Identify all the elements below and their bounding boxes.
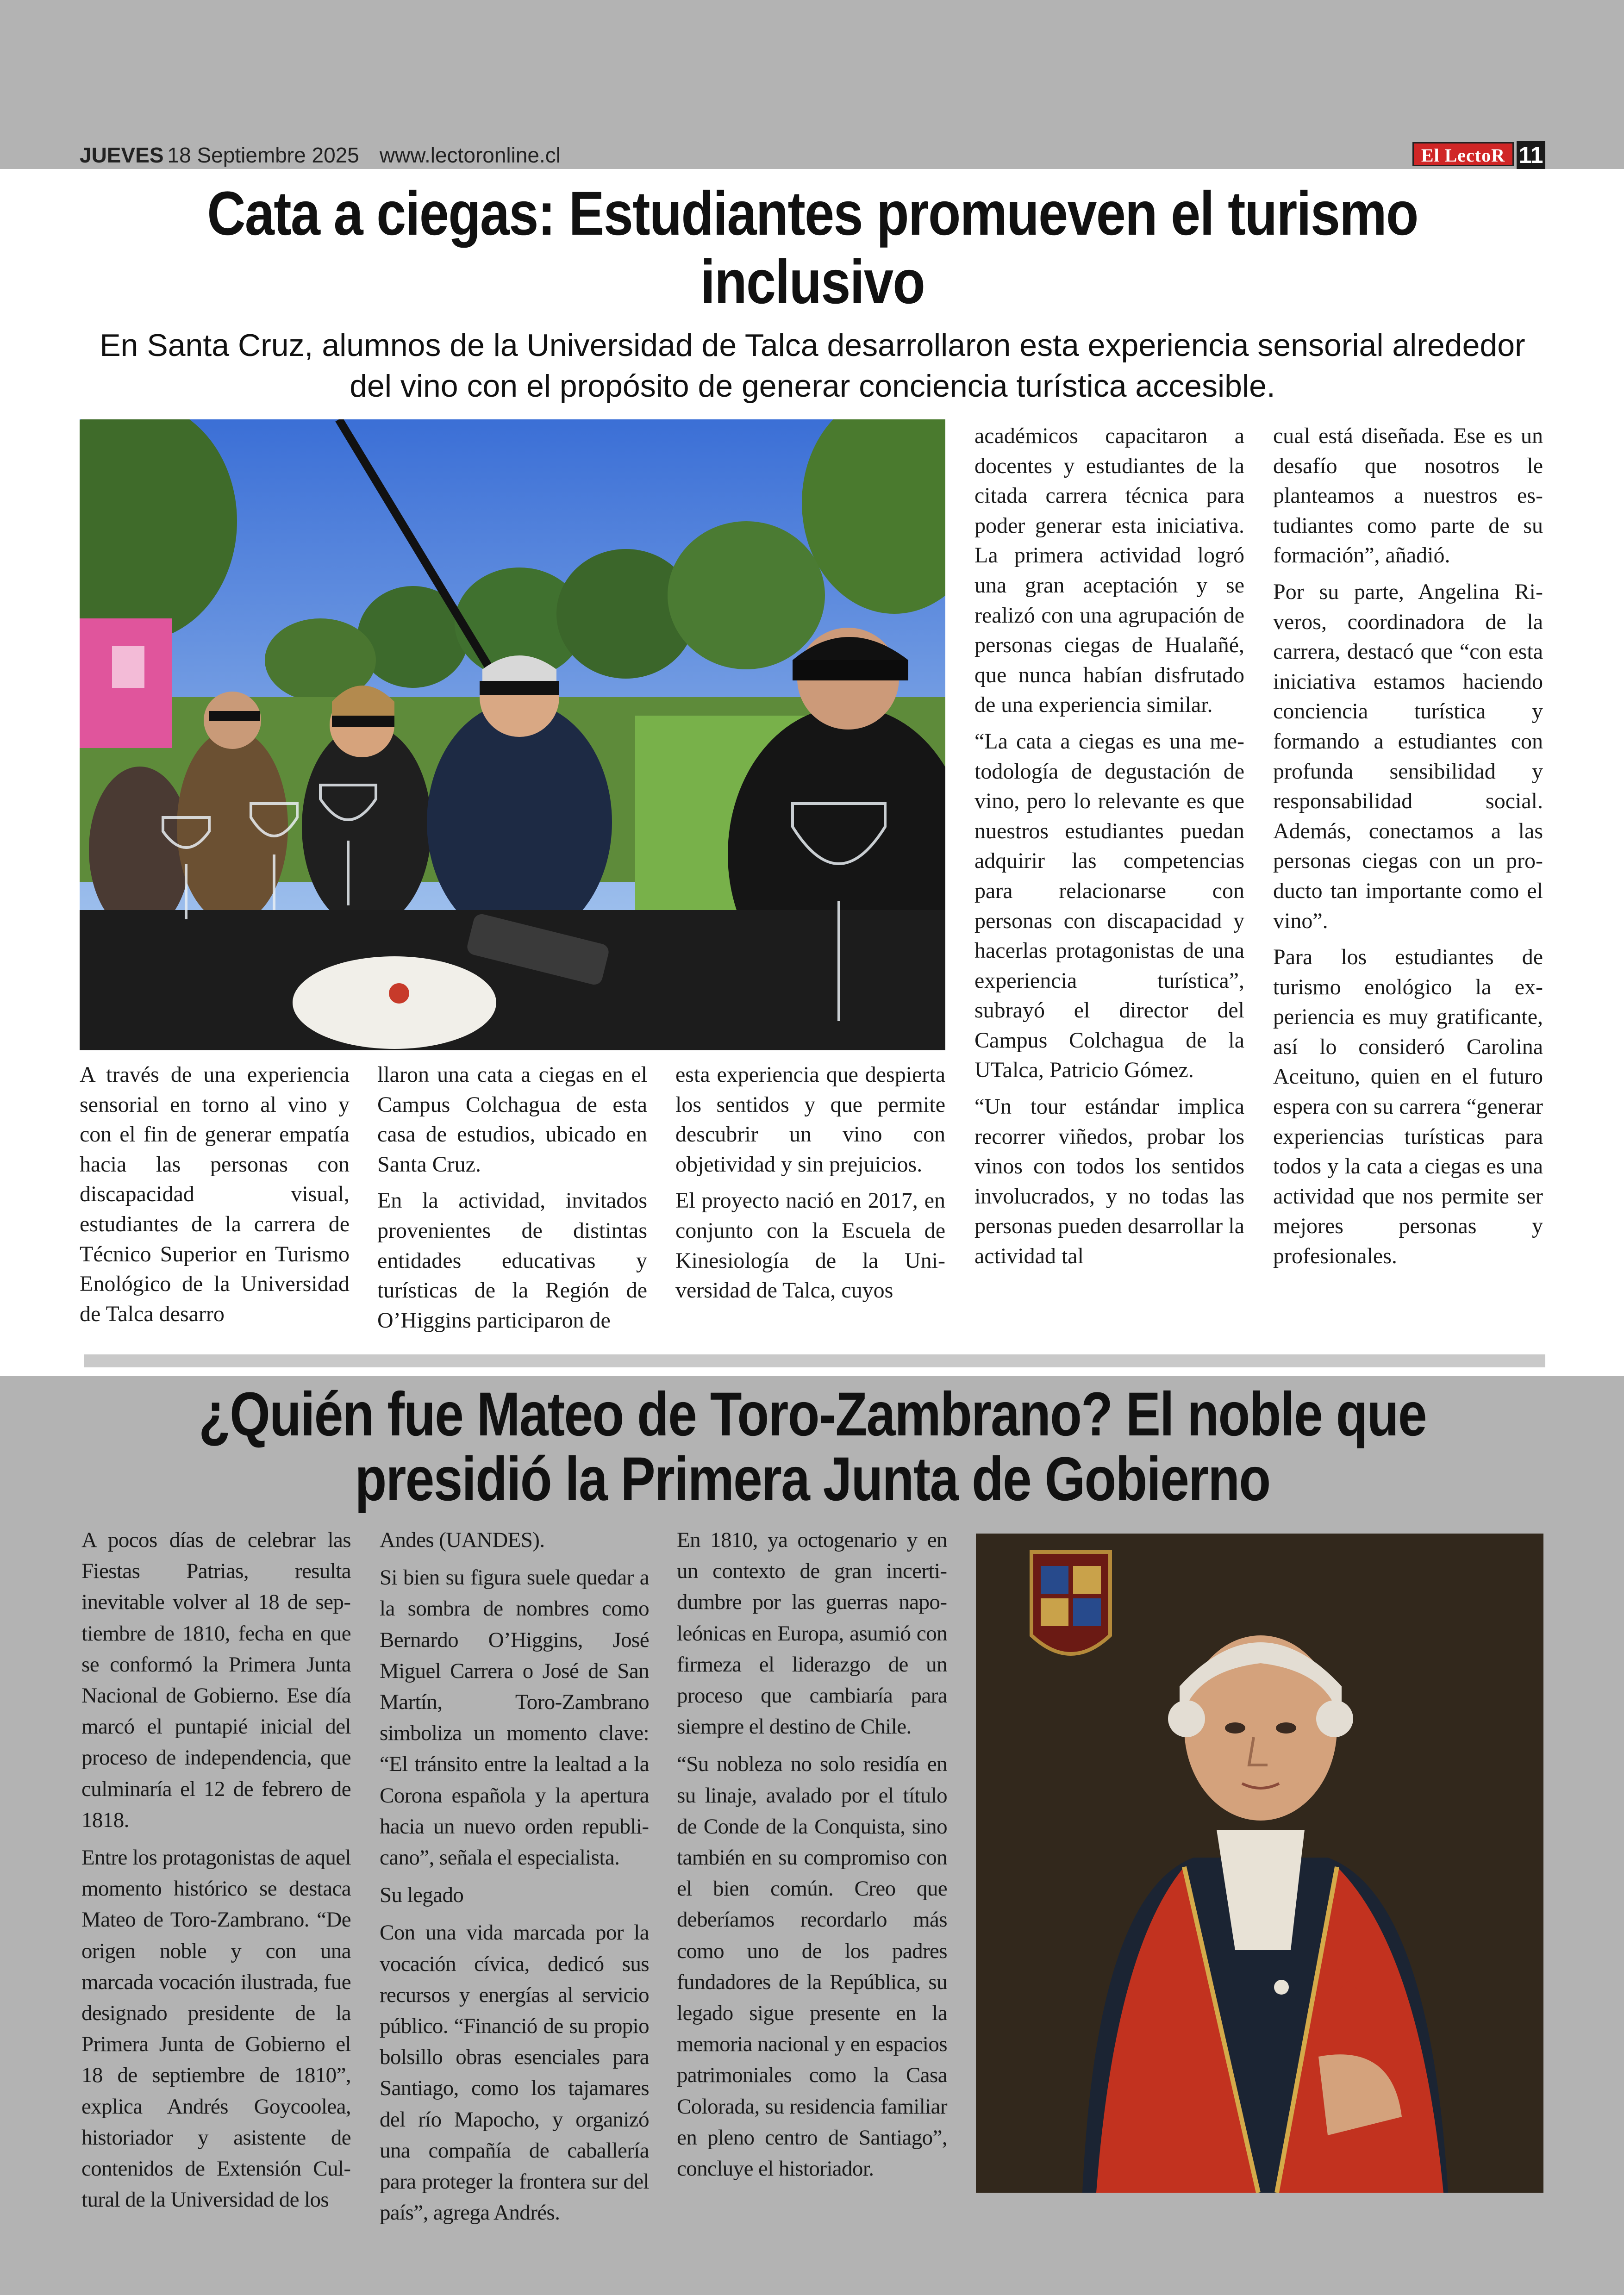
portrait-painting — [976, 1534, 1543, 2193]
paragraph: “La cata a ciegas es una metodología de degustación de vino, pero lo relevante es que nuestros estudiantes puedan adquirir las competencias para relacionarse con personas con discapacidad y hacerlas protagonistas de una experiencia turística”, subrayó el director del Campus Colchagua de la UTalca, Patricio Gómez. — [974, 729, 1244, 1083]
page-number: 11 — [1517, 141, 1545, 169]
header-date: 18 Septiembre 2025 — [167, 143, 359, 167]
paragraph: llaron una cata a ciegas en el Campus Colchagua de esta casa de estudios, ubicado en Santa Cruz. — [377, 1062, 647, 1177]
article2-column-3 — [677, 1525, 947, 2191]
article1-column-1 — [80, 1060, 350, 1335]
paragraph: El proyecto nació en 2017, en conjunto con la Escuela de Kinesiología de la Universidad de Talca, cuyos — [675, 1188, 945, 1303]
paragraph: esta experiencia que despierta los sentidos y que permite descubrir un vino con objetividad y sin prejuicios. — [675, 1062, 945, 1177]
paragraph: cual está diseñada. Ese es un desafío que nosotros le planteamos a nuestros estudiantes como parte de su formación”, añadió. — [1273, 424, 1543, 568]
paragraph: En 1810, ya octogenario y en un contexto de gran incertidumbre por las guerras napoleónicas en Europa, asumió con firmeza el liderazgo de un proceso que cambiaría para siempre el destino de Chile. — [677, 1528, 947, 1739]
article2-column-2 — [380, 1525, 649, 2235]
paragraph: Con una vida marcada por la vocación cívica, dedicó sus recursos y energías al servicio público. “Financió de su propio bolsillo obras esenciales para Santiago, como los tajamares del río Mapocho, y organizó una compañía de caballería para proteger la frontera sur del país”, agrega Andrés. — [380, 1921, 649, 2225]
paragraph: Si bien su figura suele quedar a la sombra de nombres como Bernardo O’Higgins, José Miguel Carrera o José de San Martín, Toro-Zambrano simboliza un momento clave: “El tránsito entre la lealtad a la Corona española y la apertura hacia un nuevo orden republicano”, señala el especialista. — [380, 1565, 649, 1870]
newspaper-logo: El LectoR — [1412, 142, 1514, 166]
article1-deck: En Santa Cruz, alumnos de la Universidad de Talca desarrollaron esta experiencia sensorial alrededor del vino con el propósito de generar conciencia turística accesible. — [100, 328, 1525, 404]
article1-column-3 — [675, 1060, 945, 1312]
paragraph: “Su nobleza no solo residía en su linaje, avalado por el título de Conde de la Conquista, sino también en su compromiso con el bien común. Creo que deberíamos recordarlo más como uno de los padres fundadores de la República, su legado sigue presente en la memoria nacional y en espacios patrimoniales como la Casa Colorada, su residencia familiar en pleno centro de Santiago”, concluye el historiador. — [677, 1752, 947, 2181]
paragraph: “Un tour estándar implica recorrer viñedos, probar los vinos con todos los sentidos involucrados, y no todas las personas pueden desarrollar la actividad tal — [974, 1094, 1244, 1269]
page-header — [80, 141, 1545, 169]
paragraph: En la actividad, invitados provenientes de distintas entidades educativas y turísticas de la Región de O’Higgins participaron de — [377, 1188, 647, 1333]
paragraph: Para los estudiantes de turismo enológico la experiencia es muy gratificante, así lo consideró Carolina Aceituno, quien en el futuro espera con su carrera “generar experiencias turísticas para todos y la cata a ciegas es una actividad que nos permite ser mejores personas y profesionales. — [1273, 945, 1543, 1269]
paragraph: A pocos días de celebrar las Fiestas Patrias, resulta inevitable volver al 18 de septiembre de 1810, fecha en que se conformó la Primera Junta Nacional de Gobierno. Ese día marcó el puntapié inicial del proceso de independencia, que culminaría el 12 de febrero de 1818. — [81, 1528, 351, 1832]
paragraph: Por su parte, Angelina Riveros, coordinadora de la carrera, destacó que “con esta iniciativa estamos haciendo conciencia turística y formando a estudiantes con profunda sensibilidad y responsabilidad social. Además, conectamos a las personas ciegas con un producto tan importante como el vino”. — [1273, 579, 1543, 933]
paragraph: A través de una experiencia sensorial en torno al vino y con el fin de generar empatía hacia las personas con discapacidad visual, estudiantes de la carrera de Técnico Superior en Turismo Enológico de la Universidad de Talca desarro — [80, 1062, 350, 1326]
paragraph: Entre los protagonistas de aquel momento histórico se destaca Mateo de Toro-Zambrano. “De origen noble y con una marcada vocación ilustrada, fue designado presidente de la Primera Junta de Gobierno el 18 de septiembre de 1810”, explica Andrés Goycoolea, historiador y asistente de contenidos de Extensión Cultural de la Universidad de los — [81, 1846, 351, 2212]
paragraph: académicos capacitaron a docentes y estudiantes de la citada carrera técnica para poder generar esta iniciativa. La primera actividad logró una gran aceptación y se realizó con una agrupación de personas ciegas de Hualañé, que nunca habían disfrutado de una experiencia similar. — [974, 424, 1244, 717]
section-divider — [84, 1354, 1545, 1367]
header-day: JUEVES — [80, 143, 164, 167]
wine-tasting-photo — [80, 419, 945, 1050]
article1-column-4 — [974, 421, 1244, 1278]
article1-column-5 — [1273, 421, 1543, 1278]
article1-headline: Cata a ciegas: Estudiantes promueven el turismo inclusivo — [207, 179, 1418, 317]
article2-headline: ¿Quién fue Mateo de Toro-Zambrano? El noble que presidió la Primera Junta de Gobierno — [199, 1380, 1426, 1514]
paragraph: Andes (UANDES). — [380, 1528, 545, 1552]
article1-column-2 — [377, 1060, 647, 1342]
subheading: Su legado — [380, 1883, 464, 1908]
header-website[interactable]: www.lectoronline.cl — [379, 143, 561, 167]
article2-column-1 — [81, 1525, 351, 2222]
